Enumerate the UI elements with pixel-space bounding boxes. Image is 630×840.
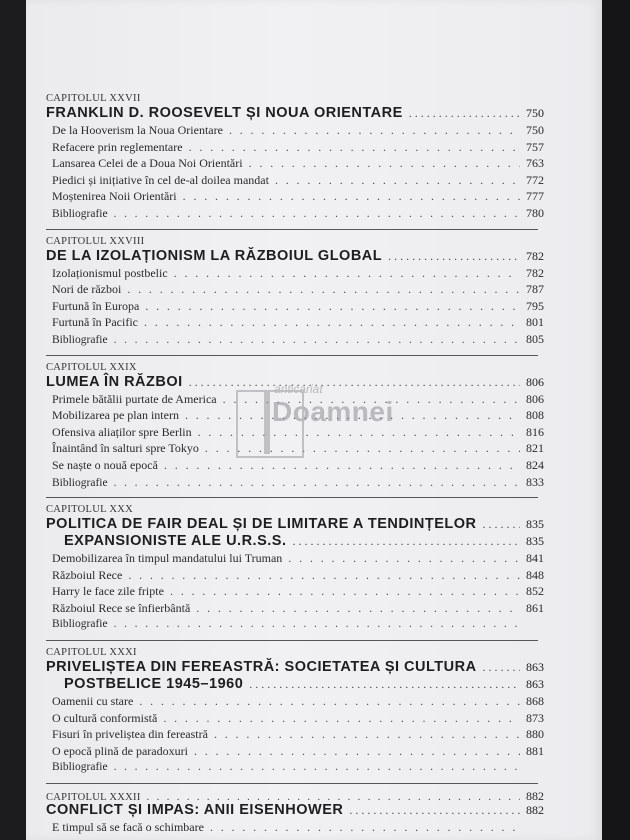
entry-title: Ofensiva aliaților spre Berlin bbox=[52, 424, 192, 439]
entry-title: O epocă plină de paradoxuri bbox=[52, 743, 188, 758]
chapter-divider bbox=[46, 640, 538, 641]
watermark-big-text: Doamnei bbox=[272, 396, 394, 427]
entry-title: Mobilizarea pe plan intern bbox=[52, 408, 179, 423]
leader-dots bbox=[214, 726, 520, 743]
page-number: 882 bbox=[526, 803, 544, 818]
chapter-divider bbox=[46, 229, 538, 230]
page-number: 757 bbox=[526, 139, 544, 154]
page-number: 868 bbox=[526, 694, 544, 709]
chapter-title: POLITICA DE FAIR DEAL ȘI DE LIMITARE A TENDINȚELOR bbox=[46, 516, 477, 533]
leader-dots bbox=[388, 248, 520, 265]
leader-dots bbox=[292, 533, 520, 550]
watermark-bar-icon bbox=[264, 390, 270, 454]
entry-title: Nori de război bbox=[52, 282, 122, 297]
chapter-title-cont: EXPANSIONISTE ALE U.R.S.S. bbox=[64, 533, 287, 550]
page-number: 821 bbox=[526, 441, 544, 456]
toc-entry[interactable] bbox=[46, 693, 544, 710]
chapter-title: PRIVELIȘTEA DIN FEREASTRĂ: SOCIETATEA ȘI CULTURA bbox=[46, 659, 477, 676]
chapter-title-row[interactable] bbox=[46, 248, 544, 265]
leader-dots bbox=[114, 616, 520, 633]
entry-title: Oamenii cu stare bbox=[52, 694, 134, 709]
leader-dots bbox=[249, 676, 520, 693]
page-number: 861 bbox=[526, 600, 544, 615]
chapter-title-row[interactable] bbox=[46, 802, 544, 819]
entry-title: Lansarea Celei de a Doua Noi Orientări bbox=[52, 156, 243, 171]
toc-entry-bibliography[interactable] bbox=[46, 616, 544, 633]
entry-title: Piedici și inițiative în cel de-al doilea mandat bbox=[52, 172, 269, 187]
toc-entry[interactable] bbox=[46, 139, 544, 156]
chapter-label: CAPITOLUL XXVII bbox=[46, 93, 141, 104]
entry-title: Înaintând în salturi spre Tokyo bbox=[52, 441, 199, 456]
leader-dots bbox=[409, 105, 520, 122]
page-number: 795 bbox=[526, 298, 544, 313]
page-number: 801 bbox=[526, 315, 544, 330]
toc-entry[interactable] bbox=[46, 122, 544, 139]
entry-title: Bibliografie bbox=[52, 618, 108, 631]
chapter-title-continuation[interactable] bbox=[46, 533, 544, 550]
toc-entry[interactable] bbox=[46, 298, 544, 315]
toc-entry[interactable] bbox=[46, 710, 544, 727]
page-number: 750 bbox=[526, 123, 544, 137]
leader-dots bbox=[144, 314, 520, 331]
entry-title: Războiul Rece se înfierbântă bbox=[52, 600, 191, 615]
leader-dots bbox=[288, 550, 520, 567]
chapter-label: CAPITOLUL XXIX bbox=[46, 361, 137, 373]
entry-title: Furtună în Europa bbox=[52, 298, 140, 313]
page-number: 835 bbox=[526, 534, 544, 549]
chapter-xxxii bbox=[46, 790, 544, 836]
page-number: 852 bbox=[526, 584, 544, 599]
page-number: 806 bbox=[526, 374, 544, 389]
leader-dots bbox=[483, 659, 520, 676]
toc-entry[interactable] bbox=[46, 583, 544, 600]
chapter-title-continuation[interactable] bbox=[46, 676, 544, 693]
page-number: 824 bbox=[526, 457, 544, 472]
chapter-xxxi bbox=[46, 647, 544, 776]
chapter-label: CAPITOLUL XXXI bbox=[46, 647, 137, 659]
table-of-contents bbox=[46, 93, 544, 836]
leader-dots bbox=[275, 172, 520, 189]
page-number: 873 bbox=[526, 710, 544, 725]
entry-title: Refacere prin reglementare bbox=[52, 139, 183, 154]
leader-dots bbox=[189, 139, 520, 156]
toc-entry[interactable] bbox=[46, 726, 544, 743]
chapter-xxviii bbox=[46, 236, 544, 348]
toc-entry[interactable] bbox=[46, 600, 544, 617]
toc-entry[interactable] bbox=[46, 172, 544, 189]
leader-dots bbox=[183, 188, 520, 205]
page-number: 848 bbox=[526, 567, 544, 582]
leader-dots bbox=[114, 475, 520, 492]
toc-entry-bibliography[interactable] bbox=[46, 205, 544, 222]
leader-dots bbox=[210, 819, 520, 836]
leader-dots bbox=[194, 743, 520, 760]
page-number: 835 bbox=[526, 517, 544, 532]
leader-dots bbox=[114, 759, 520, 776]
toc-entry[interactable] bbox=[46, 550, 544, 567]
chapter-title: FRANKLIN D. ROOSEVELT ȘI NOUA ORIENTARE bbox=[46, 105, 403, 121]
entry-title: De la Hooverism la Noua Orientare bbox=[52, 123, 223, 137]
leader-dots bbox=[139, 693, 520, 710]
page-number: 841 bbox=[526, 551, 544, 566]
page-number: 816 bbox=[526, 424, 544, 439]
chapter-label: CAPITOLUL XXX bbox=[46, 504, 134, 516]
chapter-xxvii bbox=[46, 93, 544, 222]
toc-entry-bibliography[interactable] bbox=[46, 331, 544, 348]
entry-title: Harry le face zile fripte bbox=[52, 584, 164, 599]
entry-title: O cultură conformistă bbox=[52, 710, 158, 725]
toc-entry[interactable] bbox=[46, 567, 544, 584]
chapter-title: LUMEA ÎN RĂZBOI bbox=[46, 373, 183, 390]
toc-entry[interactable] bbox=[46, 819, 544, 836]
toc-entry[interactable] bbox=[46, 265, 544, 282]
entry-title: Bibliografie bbox=[52, 333, 108, 346]
chapter-title-cont: POSTBELICE 1945–1960 bbox=[64, 676, 244, 693]
page-number: 787 bbox=[526, 282, 544, 297]
page-number: 880 bbox=[526, 727, 544, 742]
entry-title: Bibliografie bbox=[52, 207, 108, 220]
chapter-divider bbox=[46, 355, 538, 356]
page-number: 780 bbox=[526, 205, 544, 220]
chapter-title: DE LA IZOLAȚIONISM LA RĂZBOIUL GLOBAL bbox=[46, 247, 383, 264]
chapter-title-row[interactable] bbox=[46, 105, 544, 122]
background-strip bbox=[602, 0, 630, 840]
chapter-title-row[interactable] bbox=[46, 659, 544, 676]
entry-title: Fisuri în priveliștea din fereastră bbox=[52, 727, 208, 742]
page-number: 808 bbox=[526, 408, 544, 423]
leader-dots bbox=[127, 281, 520, 298]
chapter-divider bbox=[46, 497, 538, 498]
toc-entry-bibliography[interactable] bbox=[46, 759, 544, 776]
page-number: 863 bbox=[526, 660, 544, 675]
page-number: 833 bbox=[526, 474, 544, 489]
toc-entry[interactable] bbox=[46, 743, 544, 760]
watermark-small-text: anticariat bbox=[274, 382, 323, 396]
chapter-xxx bbox=[46, 504, 544, 633]
entry-title: E timpul să se facă o schimbare bbox=[52, 820, 204, 835]
chapter-label: CAPITOLUL XXXII bbox=[46, 792, 141, 804]
page-number: 750 bbox=[526, 106, 544, 120]
leader-dots bbox=[482, 516, 520, 533]
page-number: 782 bbox=[526, 248, 544, 263]
leader-dots bbox=[229, 122, 520, 139]
leader-dots bbox=[128, 567, 520, 584]
page-number: 881 bbox=[526, 743, 544, 758]
chapter-title-row[interactable] bbox=[46, 516, 544, 533]
watermark-logo bbox=[236, 382, 406, 460]
leader-dots bbox=[196, 600, 520, 617]
leader-dots bbox=[163, 710, 520, 727]
toc-entry[interactable] bbox=[46, 281, 544, 298]
leader-dots bbox=[249, 155, 520, 172]
page-number: 805 bbox=[526, 331, 544, 346]
entry-title: Moștenirea Noii Orientări bbox=[52, 189, 177, 204]
page-number: 763 bbox=[526, 156, 544, 171]
entry-title: Primele bătălii purtate de America bbox=[52, 391, 217, 406]
leader-dots bbox=[114, 206, 520, 223]
entry-title: Se naște o nouă epocă bbox=[52, 457, 158, 472]
entry-title: Demobilizarea în timpul mandatului lui Truman bbox=[52, 551, 283, 566]
page-number: 863 bbox=[526, 677, 544, 692]
toc-entry[interactable] bbox=[46, 314, 544, 331]
toc-entry[interactable] bbox=[46, 188, 544, 205]
page-number: 777 bbox=[526, 189, 544, 204]
page-number: 782 bbox=[526, 265, 544, 280]
entry-title: Bibliografie bbox=[52, 761, 108, 774]
chapter-title: CONFLICT ȘI IMPAS: ANII EISENHOWER bbox=[46, 802, 344, 819]
entry-title: Furtună în Pacific bbox=[52, 315, 138, 330]
entry-title: Războiul Rece bbox=[52, 567, 123, 582]
leader-dots bbox=[174, 265, 520, 282]
page-number: 772 bbox=[526, 172, 544, 187]
leader-dots bbox=[170, 583, 520, 600]
toc-entry[interactable] bbox=[46, 155, 544, 172]
entry-title: Izolaționismul postbelic bbox=[52, 265, 168, 280]
leader-dots bbox=[349, 802, 520, 819]
page-number: 882 bbox=[526, 789, 544, 804]
chapter-label-row bbox=[46, 790, 544, 802]
leader-dots bbox=[145, 298, 520, 315]
chapter-divider bbox=[46, 783, 538, 784]
leader-dots bbox=[114, 332, 520, 349]
chapter-label: CAPITOLUL XXVIII bbox=[46, 235, 145, 247]
entry-title: Bibliografie bbox=[52, 476, 108, 489]
page-number: 806 bbox=[526, 391, 544, 406]
toc-entry-bibliography[interactable] bbox=[46, 474, 544, 491]
